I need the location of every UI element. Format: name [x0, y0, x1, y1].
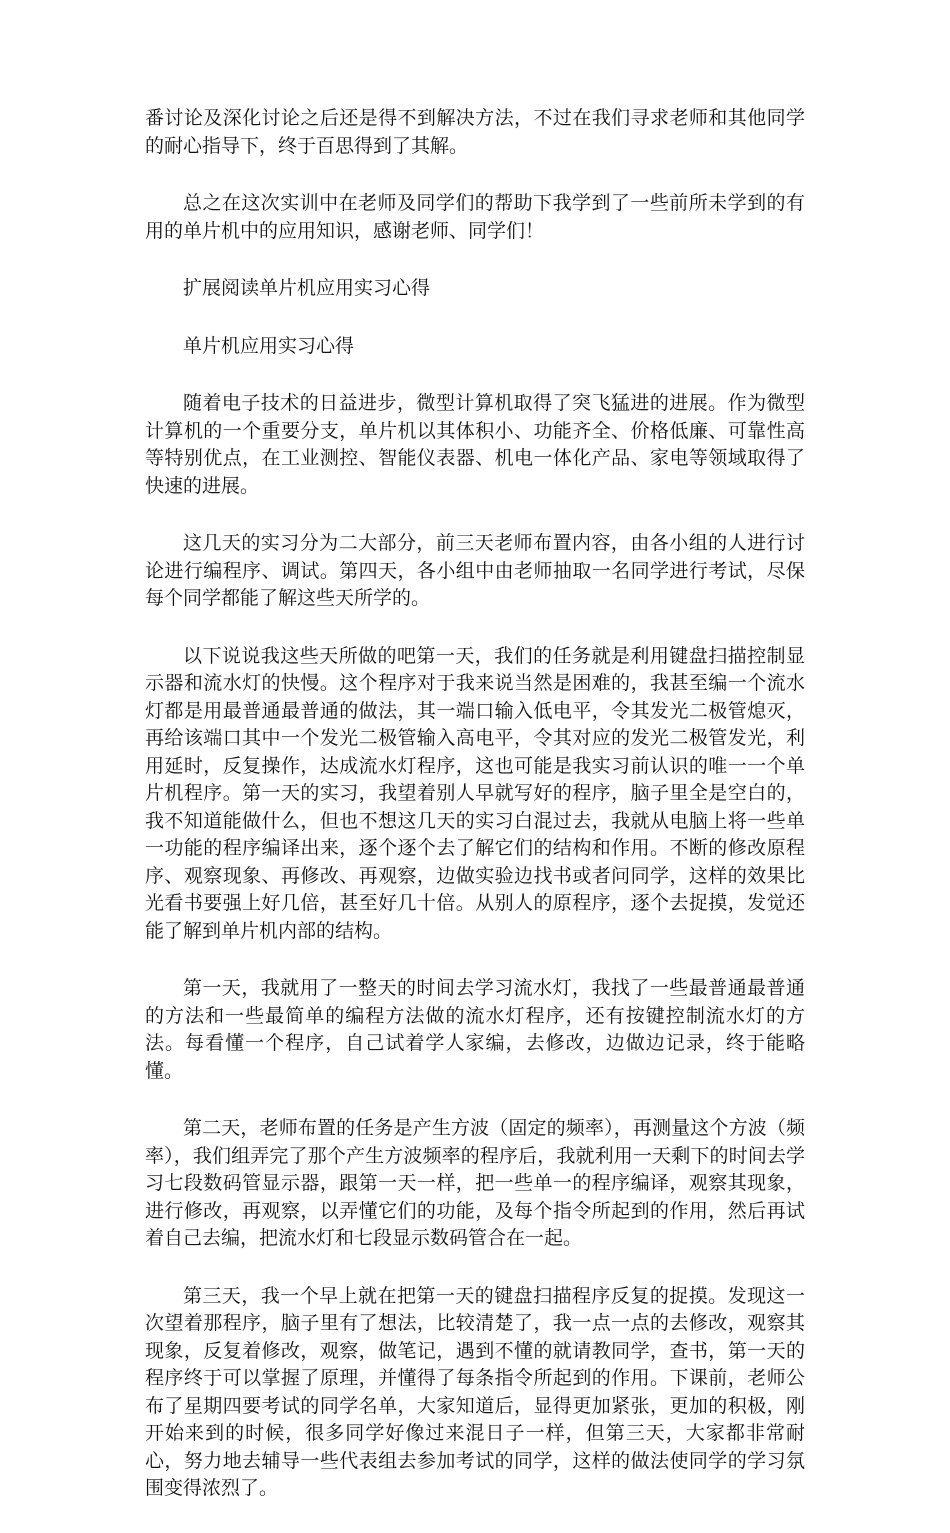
section-title: 单片机应用实习心得: [183, 334, 355, 357]
paragraph-day-two: 第二天，老师布置的任务是产生方波（固定的频率），再测量这个方波（频率），我们组弄完了那个产生方波频率的程序后，我就利用一天剩下的时间去学习七段数码管显示器，跟第一天一样，把一些单一的程序编译，观察其现象，进行修改，再观察，以弄懂它们的功能，及每个指令所起到的作用，然后再试着自己去编，把流水灯和七段显示数码管合在一起。: [145, 1117, 805, 1249]
paragraph-day-three: 第三天，我一个早上就在把第一天的键盘扫描程序反复的捉摸。发现这一次望着那程序，脑子里有了想法，比较清楚了，我一点一点的去修改，观察其现象，反复着修改，观察，做笔记，遇到不懂的就请教同学，查书，第一天的程序终于可以掌握了原理，并懂得了每条指令所起到的作用。下课前，老师公布了星期四要考试的同学名单，大家知道后，显得更加紧张，更加的积极，刚开始来到的时候，很多同学好像过来混日子一样，但第三天，大家都非常耐心，努力地去辅导一些代表组去参加考试的同学，这样的做法使同学的学习氛围变得浓烈了。: [145, 1284, 805, 1499]
paragraph-day-one: 第一天，我就用了一整天的时间去学习流水灯，我找了一些最普通最普通的方法和一些最简单的编程方法做的流水灯程序，还有按键控制流水灯的方法。每看懂一个程序，自己试着学人家编，去修改，边做边记录，终于能略懂。: [145, 977, 805, 1082]
paragraph-day-one-detail: 以下说说我这些天所做的吧第一天，我们的任务就是利用键盘扫描控制显示器和流水灯的快慢。这个程序对于我来说当然是困难的，我甚至编一个流水灯都是用最普通最普通的做法，其一端口输入低电平，令其发光二极管熄灭，再给该端口其中一个发光二极管输入高电平，令其对应的发光二极管发光，利用延时，反复操作，达成流水灯程序，这也可能是我实习前认识的唯一一个单片机程序。第一天的实习，我望着别人早就写好的程序，脑子里全是空白的，我不知道能做什么，但也不想这几天的实习白混过去，我就从电脑上将一些单一功能的程序编译出来，逐个逐个去了解它们的结构和作用。不断的修改原程序、观察现象、再修改、再观察，边做实验边找书或者问同学，这样的效果比光看书要强上好几倍，甚至好几十倍。从别人的原程序，逐个去捉摸，发觉还能了解到单片机内部的结构。: [145, 644, 805, 942]
paragraph-schedule: 这几天的实习分为二大部分，前三天老师布置内容，由各小组的人进行讨论进行编程序、调试。第四天，各小组中由老师抽取一名同学进行考试，尽保每个同学都能了解这些天所学的。: [145, 532, 805, 609]
paragraph-conclusion: 总之在这次实训中在老师及同学们的帮助下我学到了一些前所未学到的有用的单片机中的应用知识，感谢老师、同学们！: [145, 192, 805, 242]
extended-reading-heading: 扩展阅读单片机应用实习心得: [183, 277, 431, 299]
paragraph-intro: 随着电子技术的日益进步，微型计算机取得了突飞猛进的进展。作为微型计算机的一个重要分支，单片机以其体积小、功能齐全、价格低廉、可靠性高等特别优点，在工业测控、智能仪表器、机电一体化产品、家电等领域取得了快速的进展。: [145, 392, 805, 497]
paragraph-continuation: 番讨论及深化讨论之后还是得不到解决方法，不过在我们寻求老师和其他同学的耐心指导下，终于百思得到了其解。: [145, 107, 805, 157]
document-body: [145, 105, 805, 1533]
